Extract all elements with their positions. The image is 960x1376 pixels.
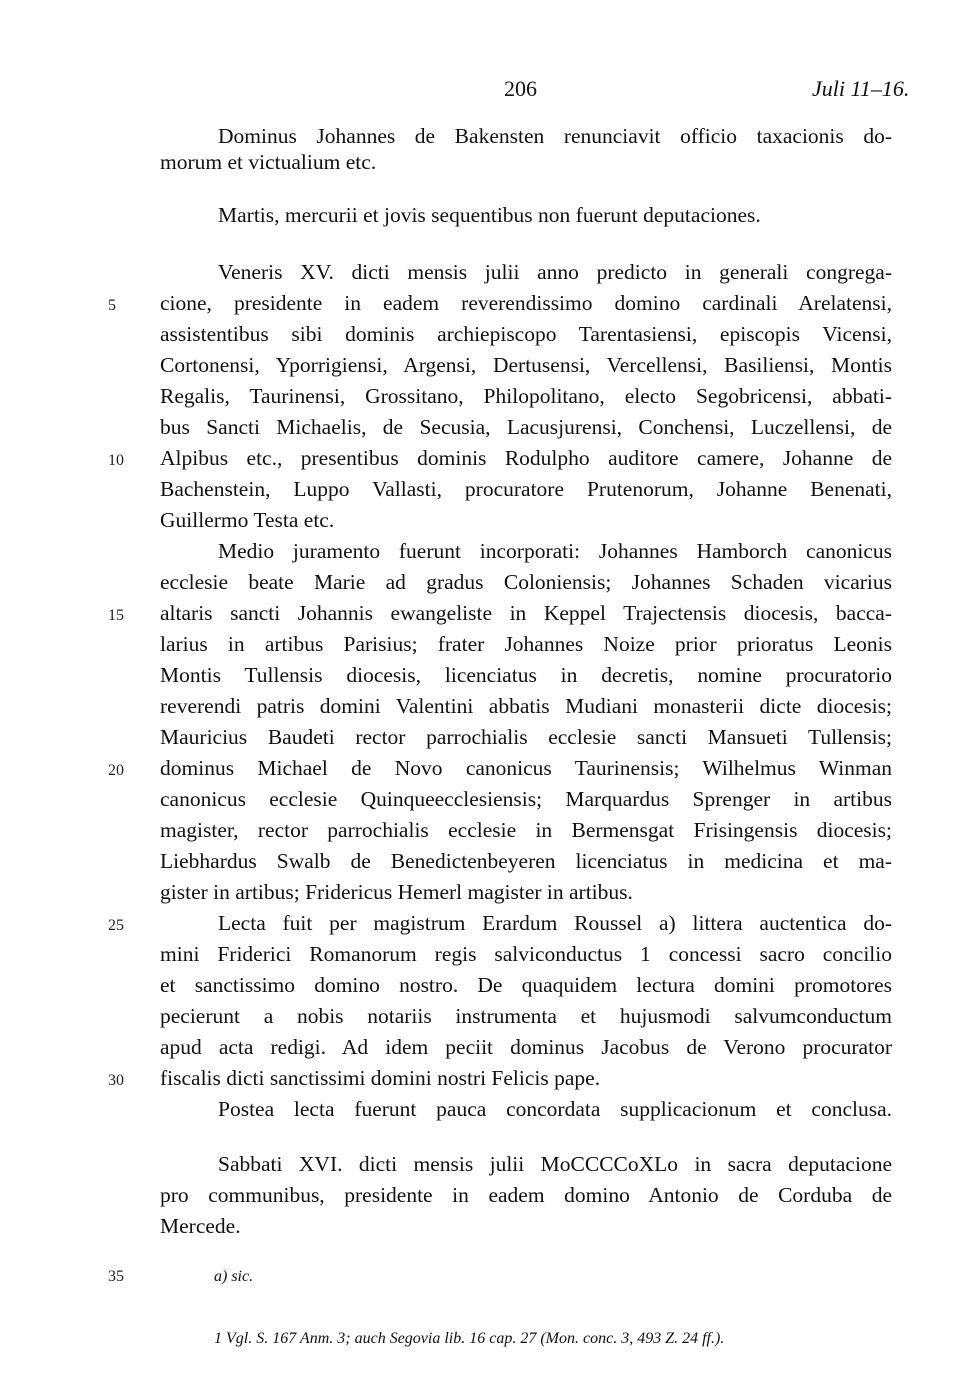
line-number: 5 — [108, 297, 116, 314]
text-line: Guillermo Testa etc. — [160, 508, 335, 532]
text-line: Mauricius Baudeti rector parrochialis ecclesie sancti Mansueti Tullensis; — [160, 725, 892, 749]
text-line: pro communibus, presidente in eadem domino Antonio de Corduba de — [160, 1183, 892, 1207]
text-line: apud acta redigi. Ad idem peciit dominus Jacobus de Verono procurator — [160, 1035, 892, 1059]
text-line: Medio juramento fuerunt incorporati: Johannes Hamborch canonicus — [218, 539, 892, 563]
text-line: Montis Tullensis diocesis, licenciatus in decretis, nomine procuratorio — [160, 663, 892, 687]
footnote: 1 Vgl. S. 167 Anm. 3; auch Segovia lib. 16 cap. 27 (Mon. conc. 3, 493 Z. 24 ff.). — [214, 1330, 725, 1347]
text-line: magister, rector parrochialis ecclesie in Bermensgat Frisingensis diocesis; — [160, 818, 892, 842]
text-line: Alpibus etc., presentibus dominis Rodulpho auditore camere, Johanne de — [160, 446, 892, 470]
text-line: Martis, mercurii et jovis sequentibus non fuerunt deputaciones. — [218, 203, 761, 227]
text-line: Postea lecta fuerunt pauca concordata supplicacionum et conclusa. — [218, 1097, 892, 1121]
text-line: Cortonensi, Yporrigiensi, Argensi, Dertusensi, Vercellensi, Basiliensi, Montis — [160, 353, 892, 377]
text-line: reverendi patris domini Valentini abbatis Mudiani monasterii dicte diocesis; — [160, 694, 892, 718]
text-line: Veneris XV. dicti mensis julii anno predicto in generali congrega- — [218, 260, 892, 284]
text-line: gister in artibus; Fridericus Hemerl magister in artibus. — [160, 880, 633, 904]
line-number: 30 — [108, 1072, 124, 1089]
text-line: Lecta fuit per magistrum Erardum Roussel a) littera auctentica do- — [218, 911, 892, 935]
page-number: 206 — [504, 76, 537, 101]
text-line: Regalis, Taurinensi, Grossitano, Philopolitano, electo Segobricensi, abbati- — [160, 384, 892, 408]
line-number: 10 — [108, 452, 124, 469]
text-line: Bachenstein, Luppo Vallasti, procuratore Prutenorum, Johanne Benenati, — [160, 477, 892, 501]
text-line: et sanctissimo domino nostro. De quaquidem lectura domini promotores — [160, 973, 892, 997]
text-line: fiscalis dicti sanctissimi domini nostri Felicis pape. — [160, 1066, 601, 1090]
text-line: pecierunt a nobis notariis instrumenta et hujusmodi salvumconductum — [160, 1004, 892, 1028]
text-line: mini Friderici Romanorum regis salviconductus 1 concessi sacro concilio — [160, 942, 892, 966]
text-line: dominus Michael de Novo canonicus Taurinensis; Wilhelmus Winman — [160, 756, 892, 780]
text-line: cione, presidente in eadem reverendissimo domino cardinali Arelatensi, — [160, 291, 892, 315]
line-number: 15 — [108, 607, 124, 624]
text-line: Dominus Johannes de Bakensten renunciavit officio taxacionis do- — [218, 124, 892, 148]
text-line: Liebhardus Swalb de Benedictenbeyeren licenciatus in medicina et ma- — [160, 849, 892, 873]
text-line: canonicus ecclesie Quinqueecclesiensis; Marquardus Sprenger in artibus — [160, 787, 892, 811]
text-line: morum et victualium etc. — [160, 150, 377, 174]
apparatus-note: a) sic. — [214, 1268, 254, 1285]
line-number: 20 — [108, 762, 124, 779]
running-title: Juli 11–16. — [812, 76, 910, 101]
line-number: 25 — [108, 917, 124, 934]
text-line: Sabbati XVI. dicti mensis julii MoCCCCoXLo in sacra deputacione — [218, 1152, 892, 1176]
line-number: 35 — [108, 1268, 124, 1285]
text-line: assistentibus sibi dominis archiepiscopo Tarentasiensi, episcopis Vicensi, — [160, 322, 892, 346]
text-line: larius in artibus Parisius; frater Johannes Noize prior prioratus Leonis — [160, 632, 892, 656]
text-line: ecclesie beate Marie ad gradus Coloniensis; Johannes Schaden vicarius — [160, 570, 892, 594]
text-line: altaris sancti Johannis ewangeliste in Keppel Trajectensis diocesis, bacca- — [160, 601, 892, 625]
text-line: Mercede. — [160, 1214, 241, 1238]
text-line: bus Sancti Michaelis, de Secusia, Lacusjurensi, Conchensi, Luczellensi, de — [160, 415, 892, 439]
